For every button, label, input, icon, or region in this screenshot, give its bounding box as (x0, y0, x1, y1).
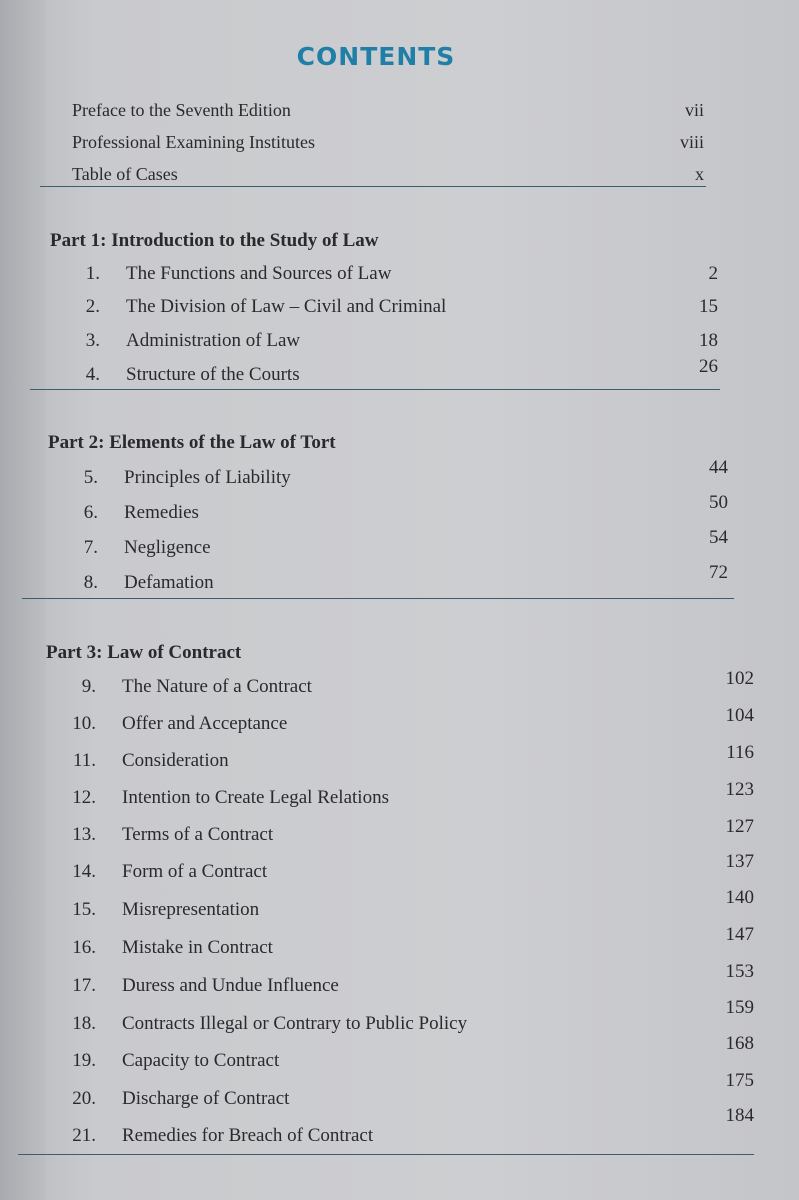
chapter-title: Remedies (124, 502, 199, 523)
toc-entry[interactable] (46, 1105, 754, 1157)
chapter-number: 18. (72, 1013, 96, 1034)
toc-entry[interactable] (46, 1033, 754, 1082)
chapter-number: 15. (72, 899, 96, 920)
chapter-title: Consideration (122, 750, 229, 771)
entry-title: Table of Cases (72, 164, 178, 184)
chapter-page: 153 (725, 961, 754, 982)
toc-entry[interactable] (48, 562, 728, 604)
chapter-number: 4. (85, 364, 100, 385)
chapter-number: 11. (72, 750, 96, 771)
chapter-page: 140 (725, 887, 754, 908)
chapter-title: Discharge of Contract (122, 1088, 290, 1109)
chapter-title: Negligence (124, 537, 211, 558)
chapter-title: Form of a Contract (122, 861, 268, 882)
chapter-number: 5. (83, 467, 98, 488)
section-divider (30, 389, 720, 390)
chapter-page: 54 (709, 527, 728, 548)
toc-entry[interactable] (48, 492, 728, 534)
section-divider (22, 598, 734, 599)
chapter-title: Intention to Create Legal Relations (122, 787, 389, 808)
chapter-title: Offer and Acceptance (122, 713, 288, 734)
toc-entry[interactable] (46, 742, 754, 782)
toc-entry[interactable] (46, 924, 754, 969)
toc-entry[interactable] (46, 705, 754, 745)
chapter-page: 26 (699, 356, 718, 377)
chapter-page: 50 (709, 492, 728, 513)
toc-entry[interactable] (46, 816, 754, 856)
chapter-page: 104 (725, 705, 754, 726)
chapter-number: 17. (72, 975, 96, 996)
toc-entry[interactable] (72, 100, 704, 132)
chapter-number: 2. (85, 296, 100, 317)
chapter-title: Defamation (124, 572, 214, 593)
chapter-number: 7. (83, 537, 98, 558)
chapter-page: 137 (725, 851, 754, 872)
toc-entry[interactable] (46, 668, 754, 708)
chapter-page: 127 (725, 816, 754, 837)
toc-entry[interactable] (72, 132, 704, 164)
chapter-page: 102 (725, 668, 754, 689)
toc-entry[interactable] (48, 527, 728, 569)
chapter-page: 123 (725, 779, 754, 800)
chapter-page: 44 (709, 457, 728, 478)
chapter-title: The Nature of a Contract (122, 676, 312, 697)
chapter-title: The Division of Law – Civil and Criminal (126, 296, 447, 317)
entry-title: Professional Examining Institutes (72, 132, 315, 152)
chapter-number: 9. (81, 676, 96, 697)
toc-entry[interactable] (46, 997, 754, 1045)
chapter-title: Principles of Liability (124, 467, 291, 488)
chapter-number: 12. (72, 787, 96, 808)
chapter-page: 175 (725, 1070, 754, 1091)
chapter-page: 159 (725, 997, 754, 1018)
chapter-number: 14. (72, 861, 96, 882)
chapter-number: 16. (72, 937, 96, 958)
chapter-title: Duress and Undue Influence (122, 975, 339, 996)
chapter-page: 116 (726, 742, 754, 763)
chapter-page: 168 (725, 1033, 754, 1054)
toc-entry[interactable] (50, 296, 718, 328)
entry-title: Preface to the Seventh Edition (72, 100, 291, 120)
toc-entry[interactable] (46, 1070, 754, 1120)
part-heading: Part 3: Law of Contract (46, 642, 242, 663)
toc-entry[interactable] (46, 961, 754, 1007)
chapter-number: 8. (83, 572, 98, 593)
chapter-title: Mistake in Contract (122, 937, 273, 958)
section-divider (18, 1154, 754, 1155)
toc-entry[interactable] (46, 779, 754, 819)
entry-page: vii (684, 100, 704, 120)
chapter-number: 21. (72, 1125, 96, 1146)
chapter-page: 15 (699, 296, 718, 317)
chapter-page: 184 (725, 1105, 754, 1126)
chapter-title: Terms of a Contract (122, 824, 274, 845)
chapter-number: 1. (85, 263, 100, 284)
part-heading: Part 2: Elements of the Law of Tort (48, 432, 336, 453)
book-spine-shadow (0, 0, 46, 1200)
chapter-title: Remedies for Breach of Contract (122, 1125, 374, 1146)
section-divider (40, 186, 706, 187)
chapter-title: Misrepresentation (122, 899, 260, 920)
entry-page: x (695, 164, 704, 184)
chapter-page: 2 (708, 263, 718, 284)
entry-page: viii (679, 132, 704, 152)
toc-entry[interactable] (46, 851, 754, 893)
chapter-number: 19. (72, 1050, 96, 1071)
toc-entry[interactable] (46, 887, 754, 931)
chapter-page: 18 (699, 330, 718, 351)
chapter-page: 72 (709, 562, 728, 583)
toc-entry[interactable] (50, 330, 718, 362)
chapter-number: 20. (72, 1088, 96, 1109)
page-title: CONTENTS (296, 42, 456, 71)
toc-entry[interactable] (72, 164, 704, 196)
chapter-number: 3. (85, 330, 100, 351)
chapter-number: 13. (72, 824, 96, 845)
chapter-title: Contracts Illegal or Contrary to Public Policy (122, 1013, 468, 1034)
chapter-page: 147 (725, 924, 754, 945)
chapter-number: 10. (72, 713, 96, 734)
chapter-title: Administration of Law (126, 330, 301, 351)
toc-entry[interactable] (50, 356, 718, 396)
chapter-title: Structure of the Courts (126, 364, 300, 385)
part-heading: Part 1: Introduction to the Study of Law (50, 230, 379, 251)
chapter-number: 6. (83, 502, 98, 523)
chapter-title: Capacity to Contract (122, 1050, 280, 1071)
toc-entry[interactable] (48, 457, 728, 499)
chapter-title: The Functions and Sources of Law (126, 263, 392, 284)
toc-entry[interactable] (50, 263, 718, 295)
